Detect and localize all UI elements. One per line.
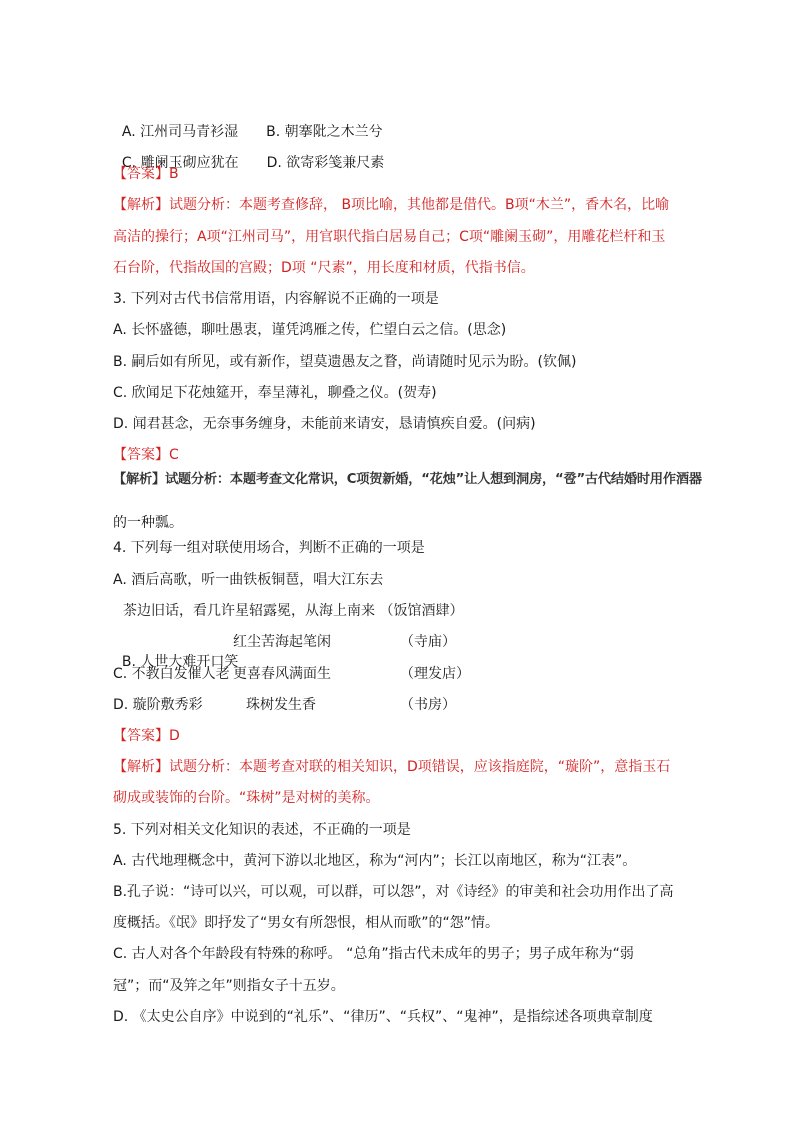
q5-option-b-line-1: B.孔子说：“诗可以兴，可以观，可以群，可以怨”，对《诗经》的审美和社会功用作出了高 (113, 884, 674, 900)
q4-option-c-place: （理发店） (400, 666, 470, 682)
q3-option-b: B. 嗣后如有所见，或有新作，望莫遗愚友之瞀，尚请随时见示为盼。(钦佩) (113, 354, 577, 370)
q4-option-d-place: （书房） (400, 697, 456, 713)
q2-analysis-line-1: 【解析】试题分析：本题考查修辞， B项比喻，其他都是借代。B项“木兰”，香木名，比喻 (113, 197, 670, 213)
q5-option-d: D. 《太史公自序》中说到的“礼乐”、“律历”、“兵权”、“鬼神”，是指综述各项典章制度 (113, 1009, 653, 1025)
q4-option-c-right: 更喜春风满面生 (233, 666, 331, 682)
q3-analysis-line-2: 的一种瓢。 (113, 515, 183, 531)
q4-option-b-left: B. 人世大难开口笑 (121, 654, 239, 670)
q4-analysis-line-2: 砌成或装饰的台阶。“珠树”是对树的美称。 (113, 790, 380, 806)
q2-answer: 【答案】B (113, 166, 179, 182)
q3-analysis-line-1: 【解析】试题分析：本题考查文化常识，C项贺新婚，“花烛”让人想到洞房，“卺”古代结婚时用作酒器 (113, 472, 702, 487)
q3-answer: 【答案】C (113, 447, 179, 463)
q4-option-c-left: C. 不教白发催人老 (113, 666, 230, 682)
q4-answer: 【答案】D (113, 728, 180, 744)
q4-option-d-left: D. 璇阶敷秀彩 (113, 697, 203, 713)
q5-stem: 5. 下列对相关文化知识的表述，不正确的一项是 (113, 822, 411, 838)
q2-option-a: A. 江州司马青衫湿 (121, 124, 239, 140)
q4-option-b-place: （寺庙） (400, 634, 456, 650)
q5-option-a: A. 古代地理概念中，黄河下游以北地区，称为“河内”；长江以南地区，称为“江表”。 (113, 853, 637, 869)
q3-option-c: C. 欣闻足下花烛筵开，奉呈薄礼，聊叠之仪。(贺寿) (113, 385, 437, 401)
q4-option-d-right: 珠树发生香 (246, 697, 316, 713)
q2-option-d: D. 欲寄彩笺兼尺素 (266, 155, 385, 171)
q5-option-c-line-1: C. 古人对各个年龄段有特殊的称呼。 “总角”指古代未成年的男子；男子成年称为“弱 (113, 946, 634, 962)
q4-option-a-line-2: 茶边旧话，看几许星轺露冕，从海上南来 （饭馆酒肆） (123, 603, 464, 619)
q2-analysis-line-2: 高洁的操行；A项“江州司马”，用官职代指白居易自己；C项“雕阑玉砌”，用雕花栏杆和玉 (113, 229, 666, 245)
q4-stem: 4. 下列每一组对联使用场合，判断不正确的一项是 (113, 540, 425, 556)
q2-analysis-line-3: 石台阶，代指故国的宫殿；D项 “尺素”，用长度和材质，代指书信。 (113, 260, 535, 276)
q4-option-a-line-1: A. 酒后高歌，听一曲铁板铜琶，唱大江东去 (113, 572, 384, 588)
q3-option-d: D. 闻君甚念，无奈事务缠身，未能前来请安，恳请慎疾自爱。(问病) (113, 416, 536, 432)
q2-option-c: C. 雕阑玉砌应犹在 (121, 155, 239, 171)
q4-option-b-right: 红尘苦海起笔闲 (233, 634, 331, 650)
q3-stem: 3. 下列对古代书信常用语，内容解说不正确的一项是 (113, 291, 439, 307)
q2-option-b: B. 朝搴阰之木兰兮 (266, 124, 383, 140)
q5-option-c-line-2: 冠”；而“及笄之年”则指女子十五岁。 (113, 978, 345, 994)
q3-option-a: A. 长怀盛德，聊吐愚衷，谨凭鸿雁之传，伫望白云之信。(思念) (113, 322, 507, 338)
q4-analysis-line-1: 【解析】试题分析：本题考查对联的相关知识，D项错误，应该指庭院，“璇阶”，意指玉石 (113, 759, 671, 775)
q5-option-b-line-2: 度概括。《氓》即抒发了“男女有所怨恨，相从而歌”的“怨”情。 (113, 915, 500, 931)
